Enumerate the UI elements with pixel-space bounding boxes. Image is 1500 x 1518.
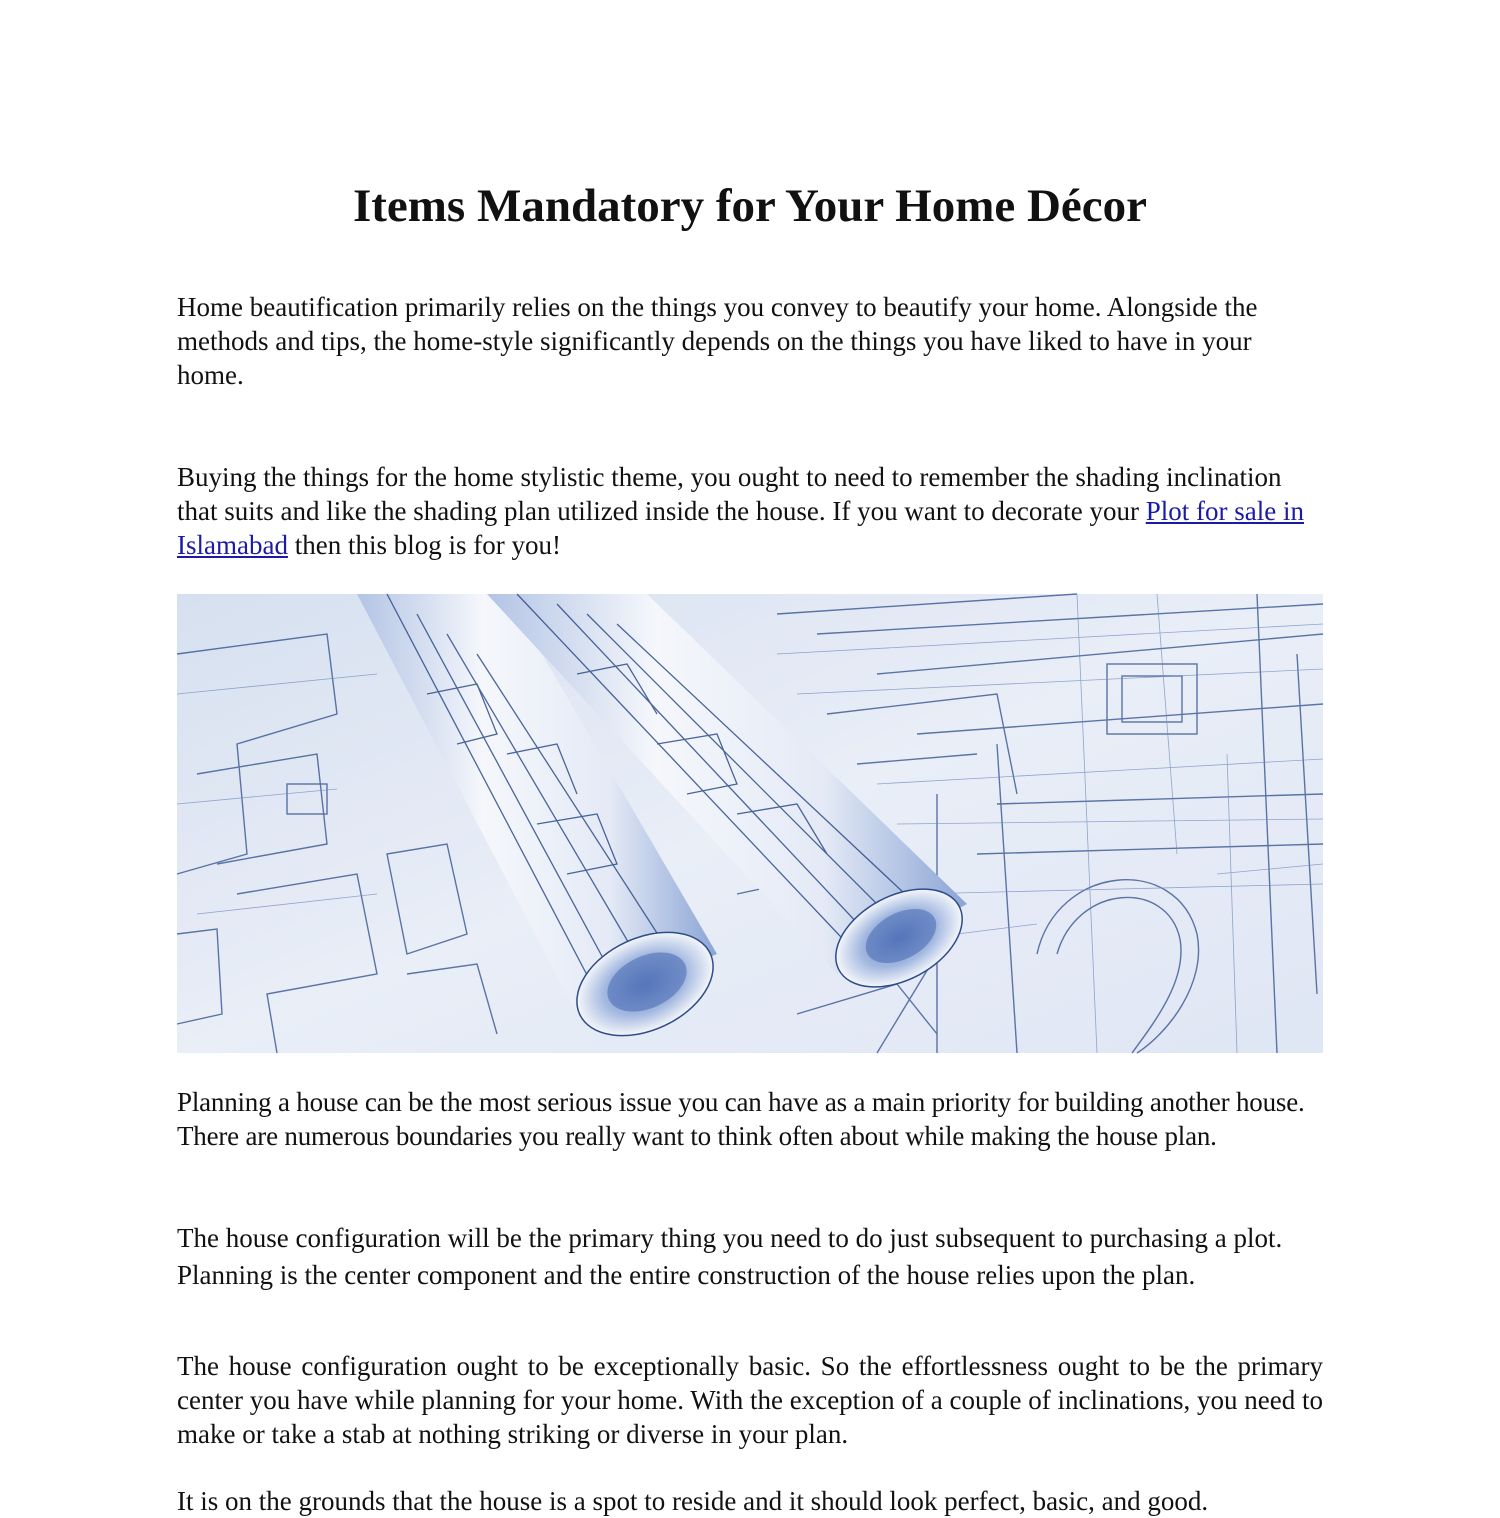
paragraph-configuration: The house configuration will be the primary thing you need to do just subsequent to purchasing a plot. Planning is the center component and the entire construction of the house relies upon the plan. (177, 1223, 1283, 1290)
paragraph-intro: Home beautification primarily relies on the things you convey to beautify your home. Alongside the methods and tips, the home-style significantly depends on the things you have liked to have in your home. (177, 292, 1258, 390)
paragraph-reside: It is on the grounds that the house is a spot to reside and it should look perfect, basic, and good. (177, 1486, 1209, 1516)
paragraph-buying (177, 460, 1323, 562)
blueprint-image (177, 594, 1323, 1053)
paragraph-planning: Planning a house can be the most serious issue you can have as a main priority for building another house. There are numerous boundaries you really want to think often about while making the house plan. (177, 1087, 1305, 1151)
paragraph-buying-text-end: then this blog is for you! (287, 530, 561, 560)
paragraph-simplicity: The house configuration ought to be exceptionally basic. So the effortlessness ought to be the primary center you have while planning for your home. With the exception of a couple of inclinations, you need to make or take a stab at nothing striking or diverse in your plan. (177, 1351, 1323, 1449)
plot-for-sale-link[interactable]: Plot for sale in Islamabad (177, 496, 1305, 560)
paragraph-buying-text-start: Buying the things for the home stylistic theme, you ought to need to remember the shading inclination that suits and like the shading plan utilized inside the house. If you want to decorate your (177, 462, 1282, 526)
page-title: Items Mandatory for Your Home Décor (352, 180, 1148, 232)
